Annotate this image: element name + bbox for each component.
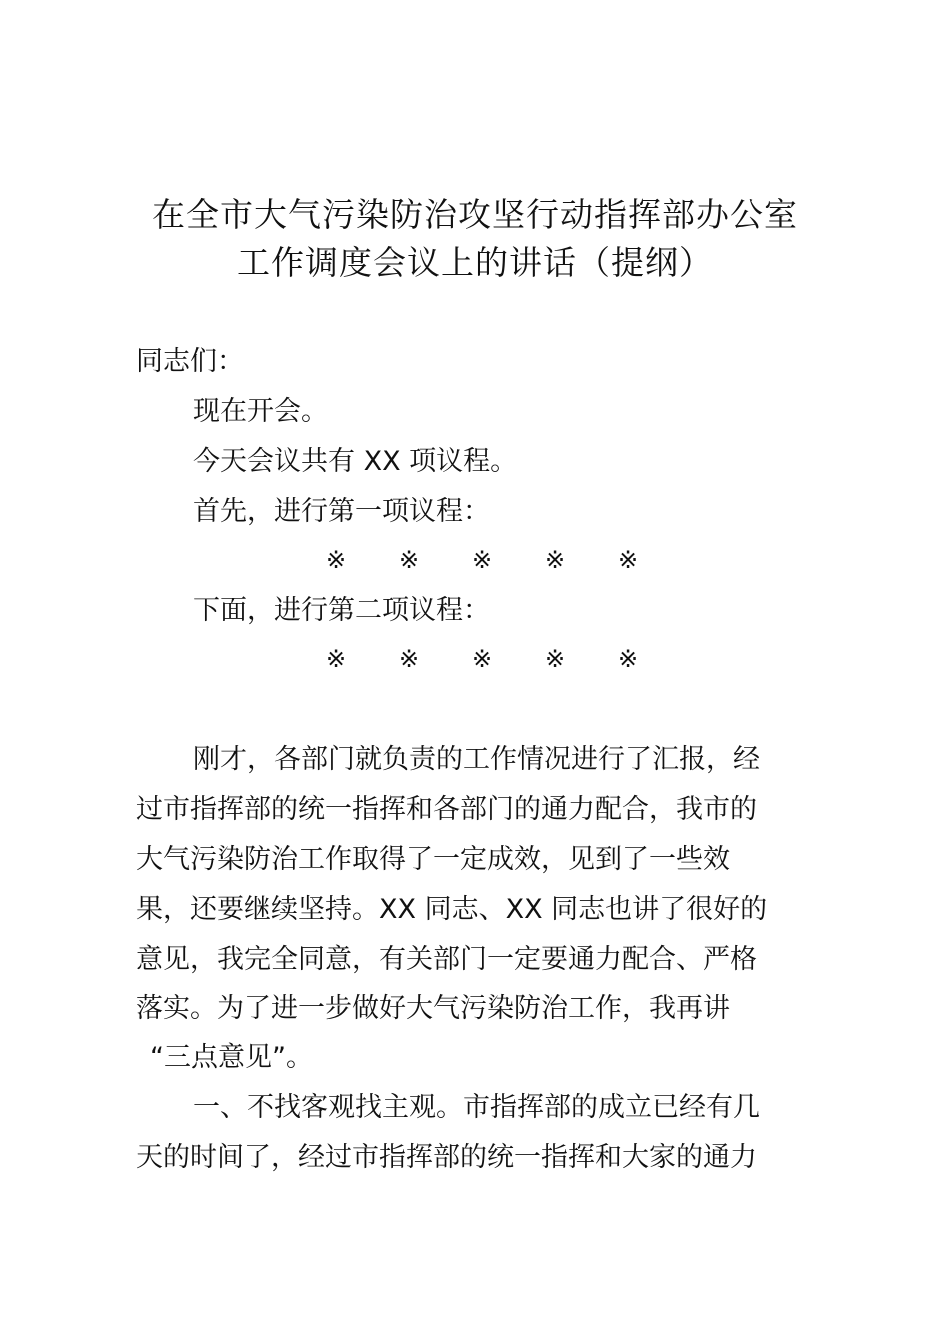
- separator-mark: ※: [544, 546, 566, 574]
- salutation: 同志们：: [136, 346, 244, 377]
- agenda-count: 今天会议共有 XX 项议程。: [193, 446, 518, 477]
- body-line: 天的时间了，经过市指挥部的统一指挥和大家的通力: [136, 1142, 757, 1173]
- separator-mark: ※: [398, 546, 420, 574]
- body-line: “三点意见”。: [150, 1042, 313, 1073]
- separator-mark: ※: [471, 645, 493, 673]
- separator-mark: ※: [617, 645, 639, 673]
- body-line: 过市指挥部的统一指挥和各部门的通力配合，我市的: [136, 794, 757, 825]
- separator-mark: ※: [617, 546, 639, 574]
- body-line: 刚才，各部门就负责的工作情况进行了汇报，经: [193, 744, 760, 775]
- body-line: 落实。为了进一步做好大气污染防治工作，我再讲: [136, 993, 730, 1024]
- separator-mark: ※: [544, 645, 566, 673]
- section-separator: [322, 540, 642, 580]
- separator-mark: ※: [471, 546, 493, 574]
- document-title-line-2: 工作调度会议上的讲话（提纲）: [237, 243, 713, 282]
- agenda-first: 首先，进行第一项议程：: [193, 496, 490, 527]
- separator-mark: ※: [398, 645, 420, 673]
- body-line: 大气污染防治工作取得了一定成效，见到了一些效: [136, 844, 730, 875]
- agenda-second: 下面，进行第二项议程：: [193, 595, 490, 626]
- document-title-line-1: 在全市大气污染防治攻坚行动指挥部办公室: [152, 195, 798, 234]
- separator-mark: ※: [325, 546, 347, 574]
- agenda-open: 现在开会。: [193, 396, 328, 427]
- body-line: 一、不找客观找主观。市指挥部的成立已经有几: [193, 1092, 760, 1123]
- body-line: 果，还要继续坚持。XX 同志、XX 同志也讲了很好的: [136, 894, 768, 925]
- body-line: 意见，我完全同意，有关部门一定要通力配合、严格: [136, 944, 757, 975]
- section-separator: [322, 639, 642, 679]
- separator-mark: ※: [325, 645, 347, 673]
